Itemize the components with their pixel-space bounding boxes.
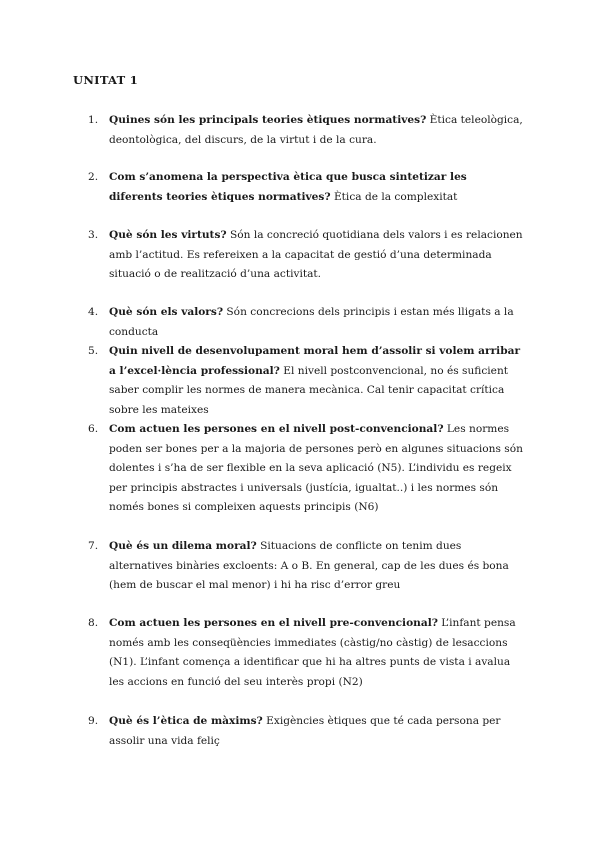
item-number: 4.: [88, 306, 99, 318]
question-text: Què són les virtuts?: [109, 229, 227, 241]
question-text: Què és l’ètica de màxims?: [109, 715, 263, 727]
answer-text: Ètica de la complexitat: [330, 190, 458, 203]
question-item-8: [88, 614, 524, 692]
question-item-5: [88, 342, 524, 420]
question-item-7: [88, 537, 524, 596]
question-text: Què és un dilema moral?: [109, 540, 257, 552]
answer-text: Exigències ètiques que té cada persona per assolir una vida feliç: [109, 715, 501, 747]
question-item-2: [88, 168, 524, 207]
answer-text: Situacions de conflicte on tenim dues alternatives binàries excloents: A o B. En general, cap de les dues és bona (hem de buscar el mal menor) i hi ha risc d’error greu: [109, 540, 509, 591]
unit-title: UNITAT 1: [73, 73, 139, 87]
question-item-3: [88, 226, 524, 285]
item-number: 8.: [88, 617, 99, 629]
item-number: 6.: [88, 423, 99, 435]
item-number: 3.: [88, 229, 99, 241]
question-item-4: [88, 303, 524, 342]
item-number: 9.: [88, 715, 99, 727]
item-number: 5.: [88, 345, 99, 357]
question-text: Com s’anomena la perspectiva ètica que busca sintetizar les diferents teories ètiques normatives?: [109, 171, 467, 203]
question-item-1: [88, 111, 524, 150]
question-item-6: [88, 420, 524, 518]
answer-text: Les normes poden ser bones per a la majoria de persones però en algunes situacions són dolentes i s’ha de ser flexible en la seva aplicació (N5). L’individu es regeix per principis abstractes i universals (justícia, igualtat..) i les normes són només bones si compleixen aquests principis (N6): [109, 423, 523, 513]
answer-text: Ètica teleològica, deontològica, del discurs, de la virtut i de la cura.: [109, 114, 523, 146]
answer-text: Són concrecions dels principis i estan més lligats a la conducta: [109, 306, 514, 338]
question-item-9: [88, 712, 524, 751]
answer-text: Són la concreció quotidiana dels valors i es relacionen amb l’actitud. Es refereixen a la capacitat de gestió d’una determinada situació o de realització d’una activitat.: [109, 229, 523, 280]
question-text: Com actuen les persones en el nivell pre-convencional?: [109, 617, 438, 629]
question-text: Com actuen les persones en el nivell post-convencional?: [109, 423, 444, 435]
question-text: Què són els valors?: [109, 306, 224, 318]
item-number: 7.: [88, 540, 99, 552]
answer-text: L’infant pensa només amb les conseqüències immediates (càstig/no càstig) de lesaccions (N1). L’infant comença a identificar que hi ha altres punts de vista i avalua les accions en funció del seu interès propi (N2): [109, 617, 516, 688]
question-text: Quines són les principals teories ètiques normatives?: [109, 114, 427, 126]
question-text: Quin nivell de desenvolupament moral hem d’assolir si volem arribar a l’excel·lència professional?: [109, 345, 521, 377]
item-number: 2.: [88, 171, 99, 183]
item-number: 1.: [88, 114, 99, 126]
answer-text: El nivell postconvencional, no és suficient saber complir les normes de manera mecànica. Cal tenir capacitat crítica sobre les mateixes: [109, 364, 509, 416]
